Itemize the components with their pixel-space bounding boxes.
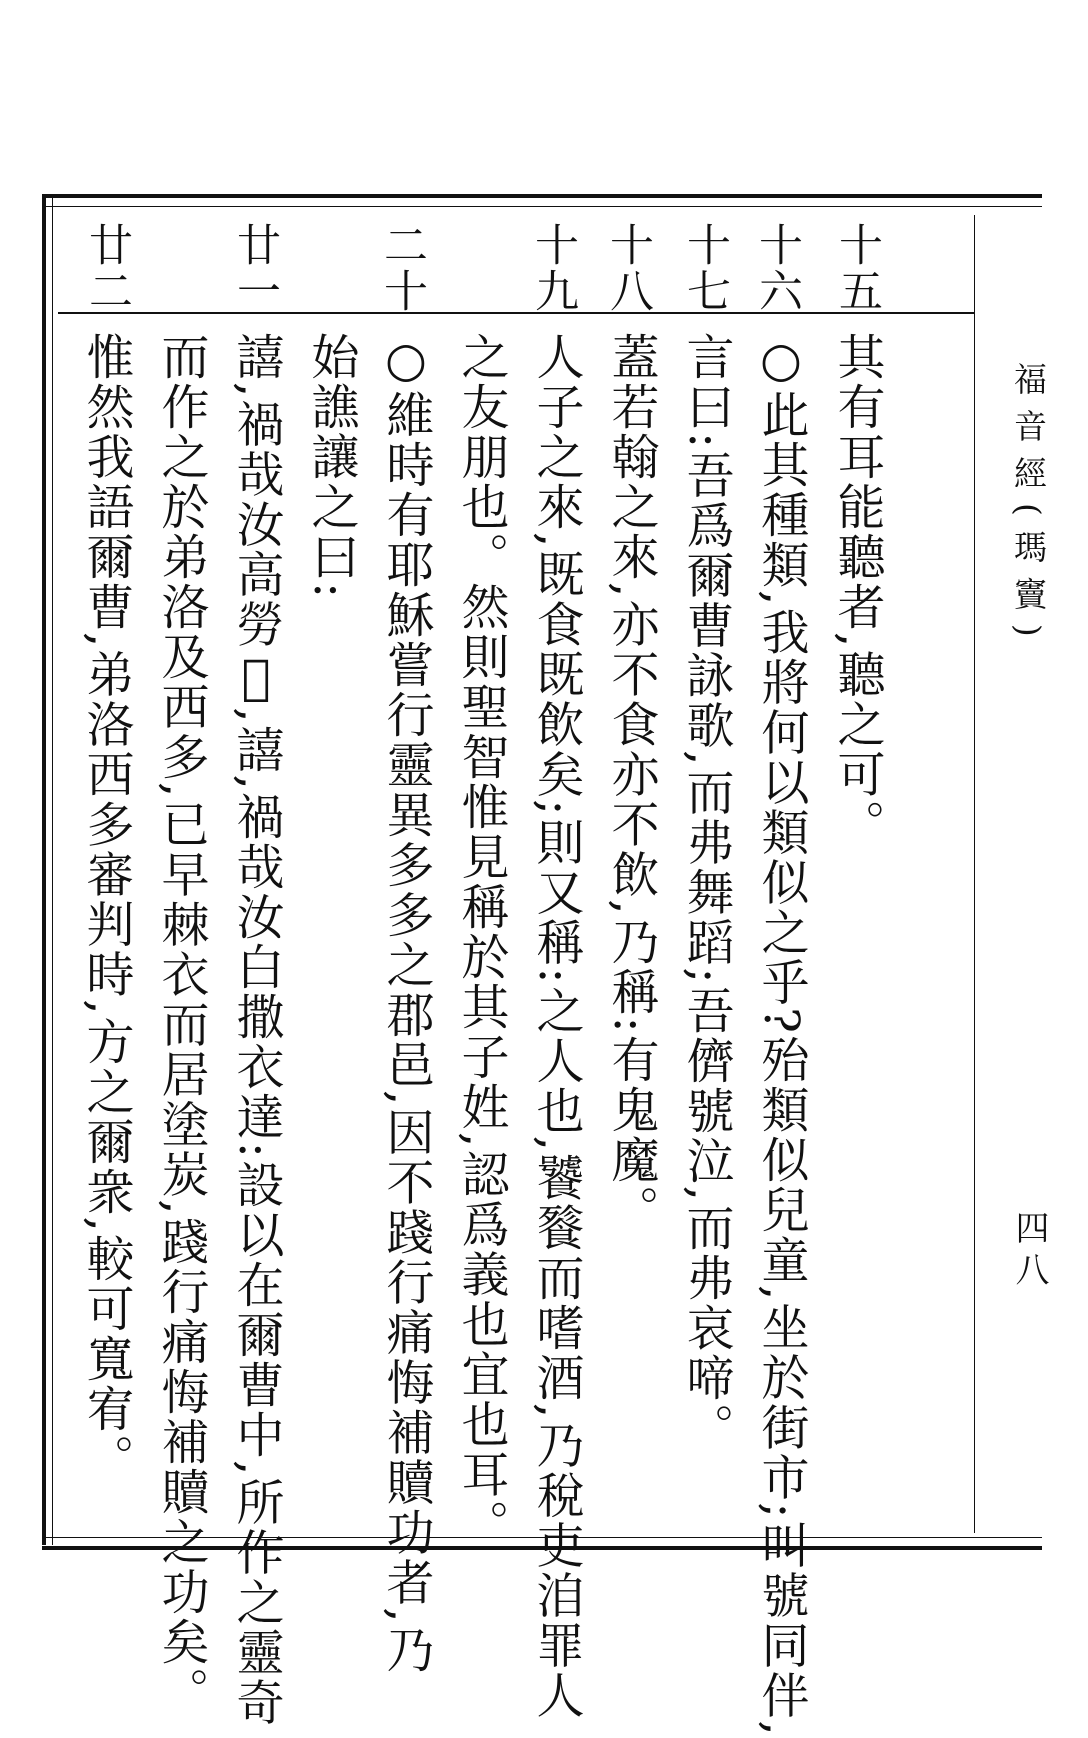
verse-text-16: ○此其種類,我將何以類似之乎?殆類似兒童,坐於街市;叫號同伴, xyxy=(753,332,809,1738)
verse-number-18: 十八 xyxy=(602,222,653,314)
frame-left-border xyxy=(42,194,53,1545)
verse-text-19-cont: 之友朋也。然則聖智惟見稱於其子姓,認爲義也宜也耳。 xyxy=(453,332,509,1550)
verse-text-15: 其有耳能聽者,聽之可。 xyxy=(829,332,885,850)
verse-number-19: 十九 xyxy=(527,222,578,314)
verse-text-18: 蓋若翰之來,亦不食亦不飲,乃稱:有鬼魔。 xyxy=(603,332,659,1235)
verse-text-21-cont: 而作之於弟洛及西多,已早棘衣而居塗炭,踐行痛悔補贖之功矣。 xyxy=(153,332,209,1717)
verse-text-21: 譆,禍哉汝高勞𠇇,譆,禍哉汝白撒衣達:設以在爾曹中,所作之靈奇 xyxy=(228,332,284,1728)
verse-number-20: 二十 xyxy=(376,222,427,314)
verse-text-17: 言曰:吾爲爾曹詠歌,而弗舞蹈;吾儕號泣,而弗哀啼。 xyxy=(678,332,734,1453)
verse-text-19: 人子之來,既食既飲矣;則又稱:之人也,饕餮而嗜酒,乃稅吏洎罪人 xyxy=(528,332,584,1721)
book-title: 福音經(瑪竇) xyxy=(1009,362,1048,651)
verse-number-21: 廿一 xyxy=(229,222,280,314)
verse-text-20-cont: 始譙讓之曰: xyxy=(303,332,359,601)
verse-text-20: ○維時有耶穌嘗行靈異多多之郡邑,因不踐行痛悔補贖功者,乃 xyxy=(378,332,434,1675)
page-number: 四八 xyxy=(1009,1210,1049,1294)
frame-right-border xyxy=(974,215,975,1533)
verse-text-22: 惟然我語爾曹,弟洛西多審判時,方之爾衆,較可寬宥。 xyxy=(78,332,134,1484)
verse-number-16: 十六 xyxy=(751,222,802,314)
frame-top-border xyxy=(42,194,1042,207)
verse-number-22: 廿二 xyxy=(81,222,132,314)
verse-number-15: 十五 xyxy=(831,222,882,314)
verse-number-17: 十七 xyxy=(679,222,730,314)
